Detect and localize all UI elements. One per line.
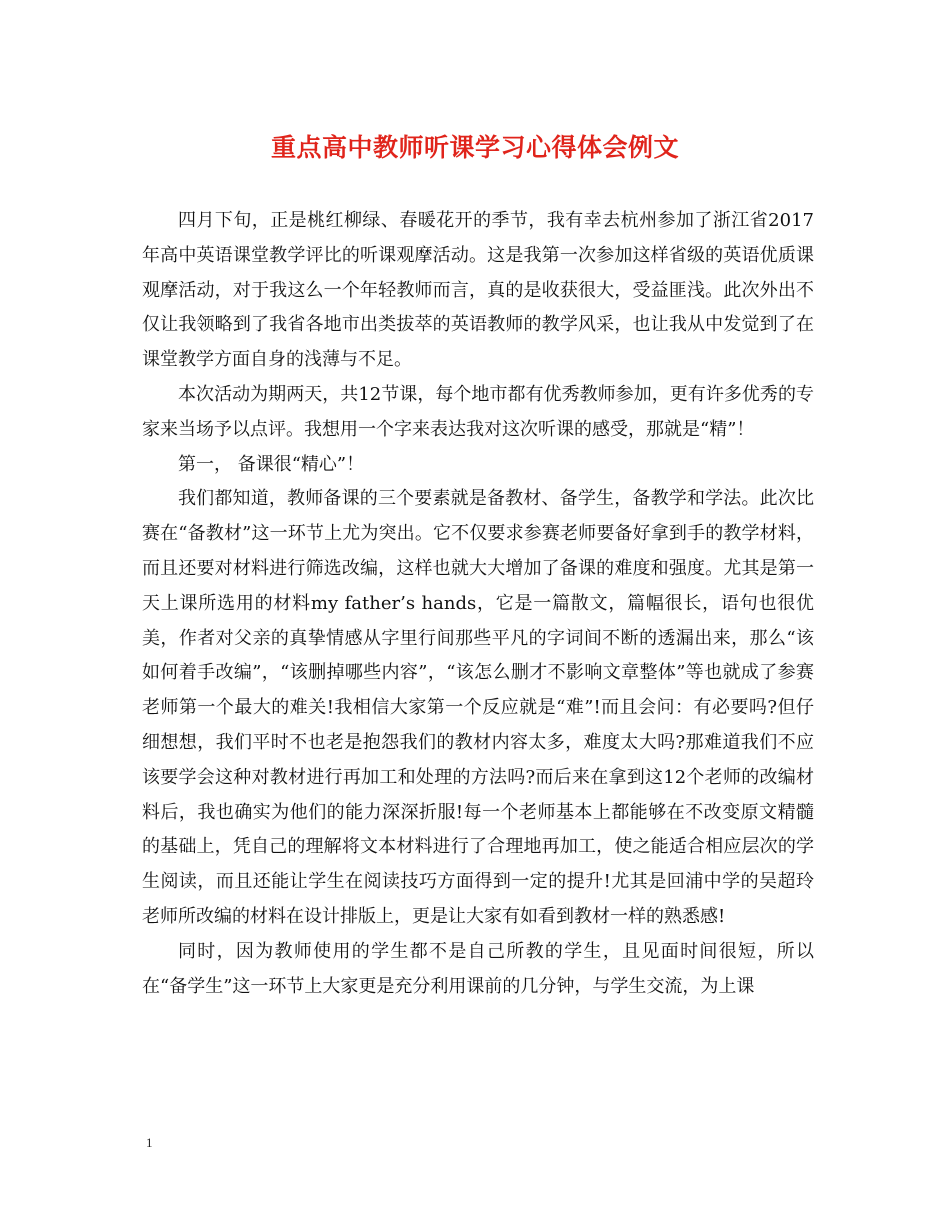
paragraph-intro: 四月下旬，正是桃红柳绿、春暖花开的季节，我有幸去杭州参加了浙江省2017年高中英语课堂教学评比的听课观摩活动。这是我第一次参加这样省级的英语优质课观摩活动，对于我这么一个年轻教师而言，真的是收获很大，受益匪浅。此次外出不仅让我领略到了我省各地市出类拔萃的英语教师的教学风采，也让我从中发觉到了在课堂教学方面自身的浅薄与不足。 (142, 210, 814, 371)
paragraph-activity: 本次活动为期两天，共12节课，每个地市都有优秀教师参加，更有许多优秀的专家来当场予以点评。我想用一个字来表达我对这次听课的感受，那就是“精”！ (142, 383, 814, 440)
paragraph-students: 同时，因为教师使用的学生都不是自己所教的学生，且见面时间很短，所以在“备学生”这一环节上大家更是充分利用课前的几分钟，与学生交流，为上课 (142, 940, 814, 997)
document-title: 重点高中教师听课学习心得体会例文 (270, 133, 679, 162)
section-heading-first: 第一， 备课很“精心”！ (178, 453, 365, 475)
paragraph-lesson-prep: 我们都知道，教师备课的三个要素就是备教材、备学生，备教学和学法。此次比赛在“备教材”这一环节上尤为突出。它不仅要求参赛老师要备好拿到手的教学材料，而且还要对材料进行筛选改编，这样也就大大增加了备课的难度和强度。尤其是第一天上课所选用的材料my father’s hands，它是一篇散文，篇幅很长，语句也很优美，作者对父亲的真挚情感从字里行间那些平凡的字词间不断的透漏出来，那么“该如何着手改编”，“该删掉哪些内容”，“该怎么删才不影响文章整体”等也就成了参赛老师第一个最大的难关!我相信大家第一个反应就是“难”!而且会问：有必要吗?但仔细想想，我们平时不也老是抱怨我们的教材内容太多，难度太大吗?那难道我们不应该要学会这种对教材进行再加工和处理的方法吗?而后来在拿到这12个老师的改编材料后，我也确实为他们的能力深深折服!每一个老师基本上都能够在不改变原文精髓的基础上，凭自己的理解将文本材料进行了合理地再加工，使之能适合相应层次的学生阅读，而且还能让学生在阅读技巧方面得到一定的提升!尤其是回浦中学的吴超玲老师所改编的材料在设计排版上，更是让大家有如看到教材一样的熟悉感! (142, 488, 814, 927)
page-number: 1 (146, 1135, 153, 1150)
document-body (142, 204, 814, 1004)
